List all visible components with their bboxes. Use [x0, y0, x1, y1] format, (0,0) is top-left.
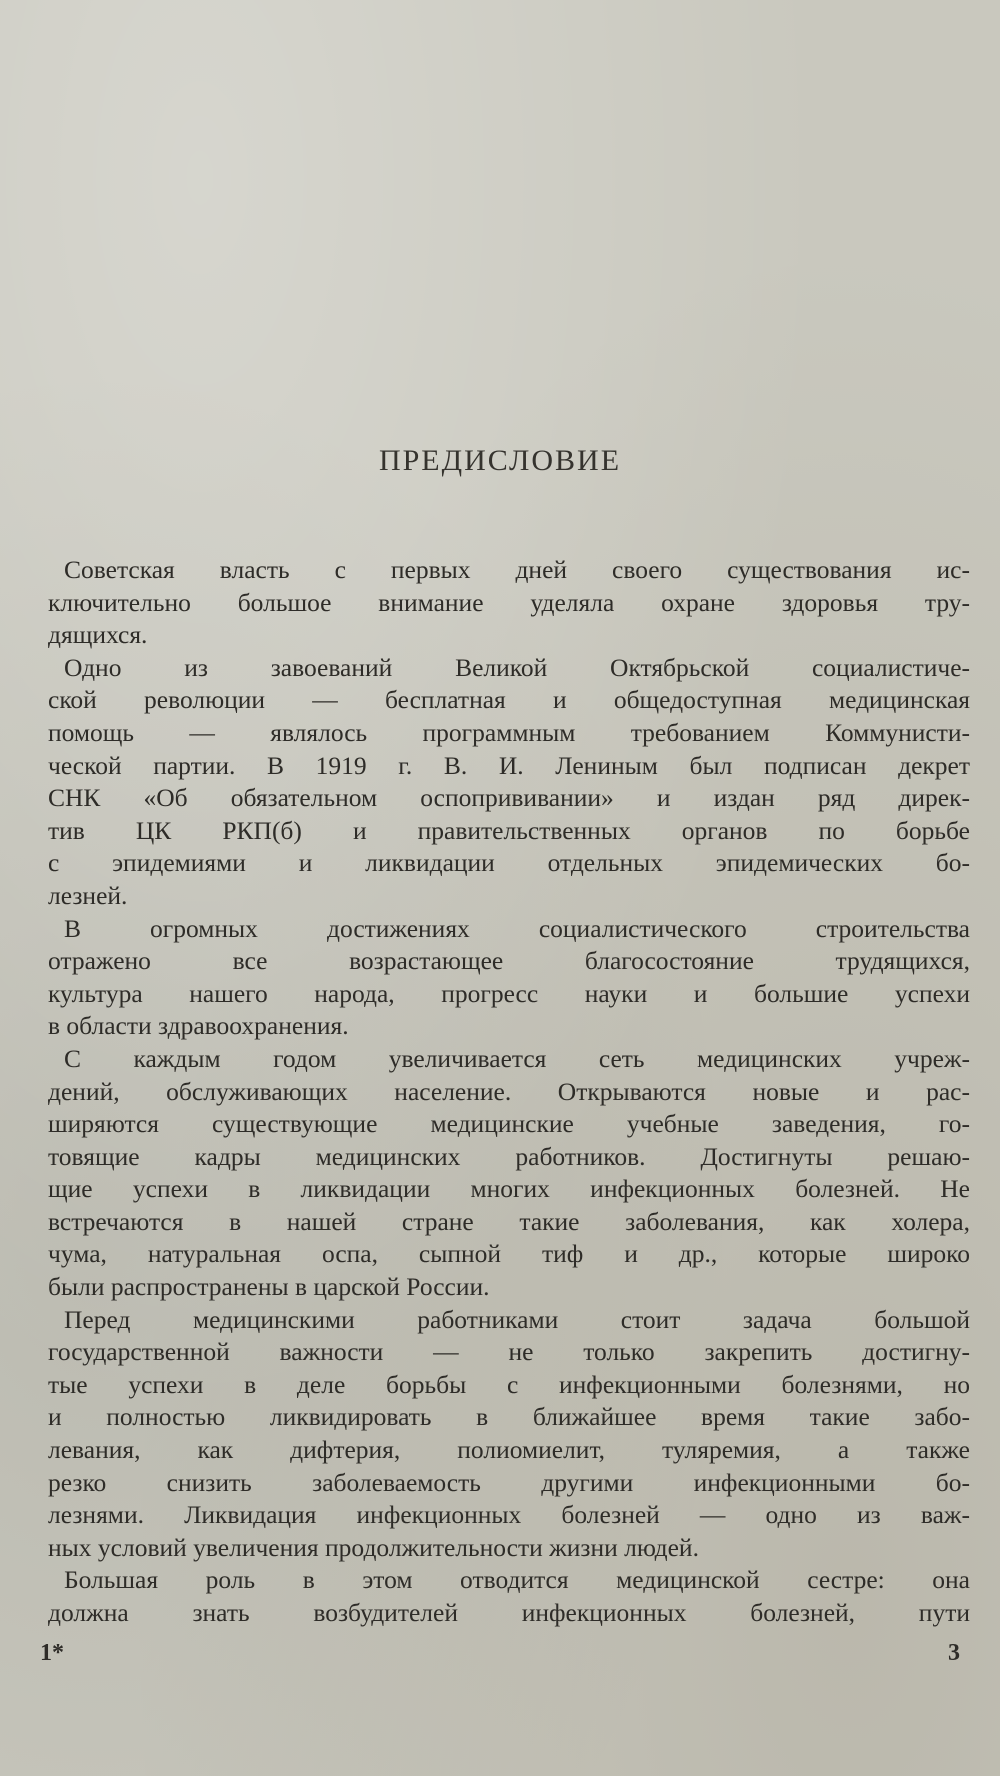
text-line: ческой партии. В 1919 г. В. И. Лениным был подписан декрет [48, 750, 970, 780]
text-line: Одно из завоеваний Великой Октябрьской социалистиче- [64, 652, 970, 682]
text-line: резко снизить заболеваемость другими инфекционными бо- [48, 1467, 970, 1497]
text-line: чума, натуральная оспа, сыпной тиф и др., которые широко [48, 1239, 970, 1269]
page-title: ПРЕДИСЛОВИЕ [378, 444, 622, 477]
text-line: помощь — являлось программным требованием Коммунисти- [48, 717, 970, 747]
text-line: В огромных достижениях социалистического строительства [64, 913, 970, 943]
text-line: Большая роль в этом отводится медицинской сестре: она [64, 1565, 970, 1595]
signature-mark: 1* [40, 1640, 64, 1666]
text-line: были распространены в царской России. [48, 1272, 490, 1302]
text-line: и полностью ликвидировать в ближайшее время такие забо- [48, 1402, 970, 1432]
text-line: должна знать возбудителей инфекционных болезней, пути [48, 1598, 970, 1627]
page-number: 3 [948, 1640, 960, 1666]
text-line: встречаются в нашей стране такие заболевания, как холера, [48, 1206, 970, 1236]
text-line: дений, обслуживающих население. Открываются новые и рас- [48, 1076, 970, 1106]
text-line: СНК «Об обязательном оспопрививании» и издан ряд дирек- [48, 783, 970, 813]
text-line: ключительно большое внимание уделяла охране здоровья тру- [48, 587, 970, 617]
text-line: отражено все возрастающее благосостояние трудящихся, [48, 946, 970, 976]
text-line: в области здравоохранения. [48, 1011, 349, 1041]
text-line: культура нашего народа, прогресс науки и большие успехи [48, 978, 970, 1008]
text-line: товящие кадры медицинских работников. Достигнуты решаю- [48, 1141, 970, 1171]
text-line: государственной важности — не только закрепить достигну- [48, 1337, 970, 1367]
text-line: щие успехи в ликвидации многих инфекционных болезней. Не [48, 1174, 970, 1204]
text-line: С каждым годом увеличивается сеть медицинских учреж- [64, 1043, 970, 1073]
text-line: Советская власть с первых дней своего существования ис- [64, 555, 970, 584]
text-line: левания, как дифтерия, полиомиелит, туляремия, а также [48, 1435, 970, 1465]
text-line: лезнями. Ликвидация инфекционных болезней — одно из важ- [48, 1500, 970, 1530]
text-line: с эпидемиями и ликвидации отдельных эпидемических бо- [48, 848, 970, 878]
text-line: тые успехи в деле борьбы с инфекционными болезнями, но [48, 1369, 970, 1399]
text-line: Перед медицинскими работниками стоит задача большой [64, 1304, 970, 1334]
text-line: ширяются существующие медицинские учебные заведения, го- [48, 1109, 970, 1139]
text-line: дящихся. [48, 620, 148, 650]
text-line: ской революции — бесплатная и общедоступная медицинская [48, 685, 970, 715]
text-line: тив ЦК РКП(б) и правительственных органов по борьбе [48, 815, 970, 845]
body-text [48, 554, 970, 1630]
text-line: ных условий увеличения продолжительности жизни людей. [48, 1532, 699, 1562]
text-line: лезней. [48, 880, 128, 910]
